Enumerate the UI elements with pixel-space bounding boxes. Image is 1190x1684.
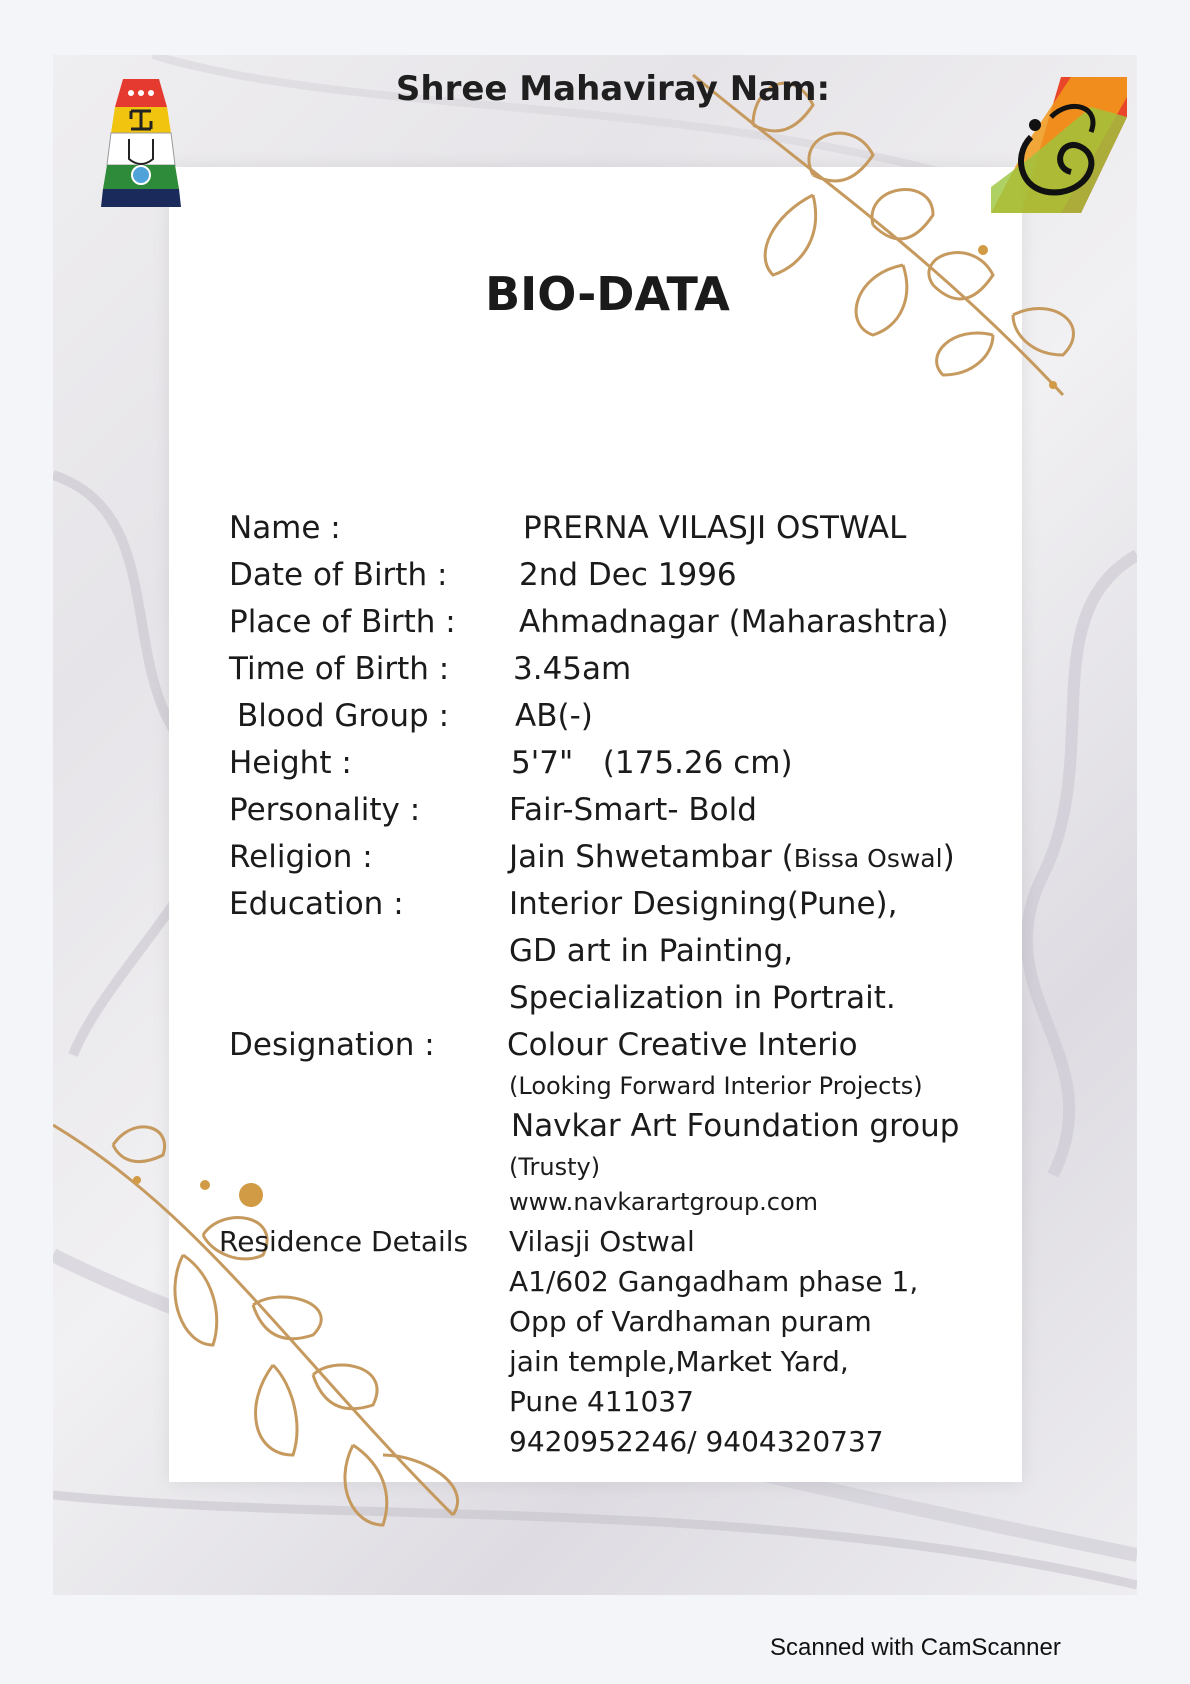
residence-line-3: Opp of Vardhaman puram xyxy=(509,1305,872,1338)
header-title: Shree Mahaviray Nam: xyxy=(395,69,831,109)
designation-line-2: Navkar Art Foundation group xyxy=(511,1108,960,1144)
personality-label: Personality : xyxy=(229,792,421,828)
designation-line-1: Colour Creative Interio xyxy=(507,1027,858,1063)
name-label: Name : xyxy=(229,510,341,546)
religion-main: Jain Shwetambar ( xyxy=(509,839,794,875)
residence-line-2: A1/602 Gangadham phase 1, xyxy=(509,1265,919,1298)
residence-line-5: Pune 411037 xyxy=(509,1385,694,1418)
biodata-page xyxy=(53,55,1137,1595)
residence-line-1: Vilasji Ostwal xyxy=(509,1225,695,1258)
education-line-1: Interior Designing(Pune), xyxy=(509,886,898,922)
designation-note-1: (Looking Forward Interior Projects) xyxy=(509,1072,923,1100)
blood-group-value: AB(-) xyxy=(515,698,593,734)
education-line-3: Specialization in Portrait. xyxy=(509,980,896,1016)
blood-group-label: Blood Group : xyxy=(237,698,450,734)
height-value: 5'7" (175.26 cm) xyxy=(511,745,793,781)
designation-note-2: (Trusty) xyxy=(509,1153,601,1181)
residence-label: Residence Details xyxy=(219,1225,469,1258)
phone-numbers: 9420952246/ 9404320737 xyxy=(509,1425,884,1458)
dob-label: Date of Birth : xyxy=(229,557,448,593)
education-label: Education : xyxy=(229,886,404,922)
height-label: Height : xyxy=(229,745,352,781)
document-title: BIO-DATA xyxy=(485,267,730,321)
designation-label: Designation : xyxy=(229,1027,435,1063)
religion-close: ) xyxy=(942,839,955,875)
tob-label: Time of Birth : xyxy=(229,651,450,687)
name-value: PRERNA VILASJI OSTWAL xyxy=(523,510,907,546)
religion-value xyxy=(509,839,955,875)
website-link[interactable]: www.navkarartgroup.com xyxy=(509,1188,819,1216)
residence-line-4: jain temple,Market Yard, xyxy=(509,1345,849,1378)
jain-emblem-logo xyxy=(101,77,181,209)
pob-label: Place of Birth : xyxy=(229,604,456,640)
camscanner-footer: Scanned with CamScanner xyxy=(770,1634,1061,1661)
ganesha-art-logo xyxy=(991,77,1127,213)
tob-value: 3.45am xyxy=(513,651,632,687)
personality-value: Fair-Smart- Bold xyxy=(509,792,757,828)
religion-subsect: Bissa Oswal xyxy=(793,844,943,873)
religion-label: Religion : xyxy=(229,839,373,875)
dob-value: 2nd Dec 1996 xyxy=(519,557,737,593)
pob-value: Ahmadnagar (Maharashtra) xyxy=(519,604,949,640)
education-line-2: GD art in Painting, xyxy=(509,933,794,969)
